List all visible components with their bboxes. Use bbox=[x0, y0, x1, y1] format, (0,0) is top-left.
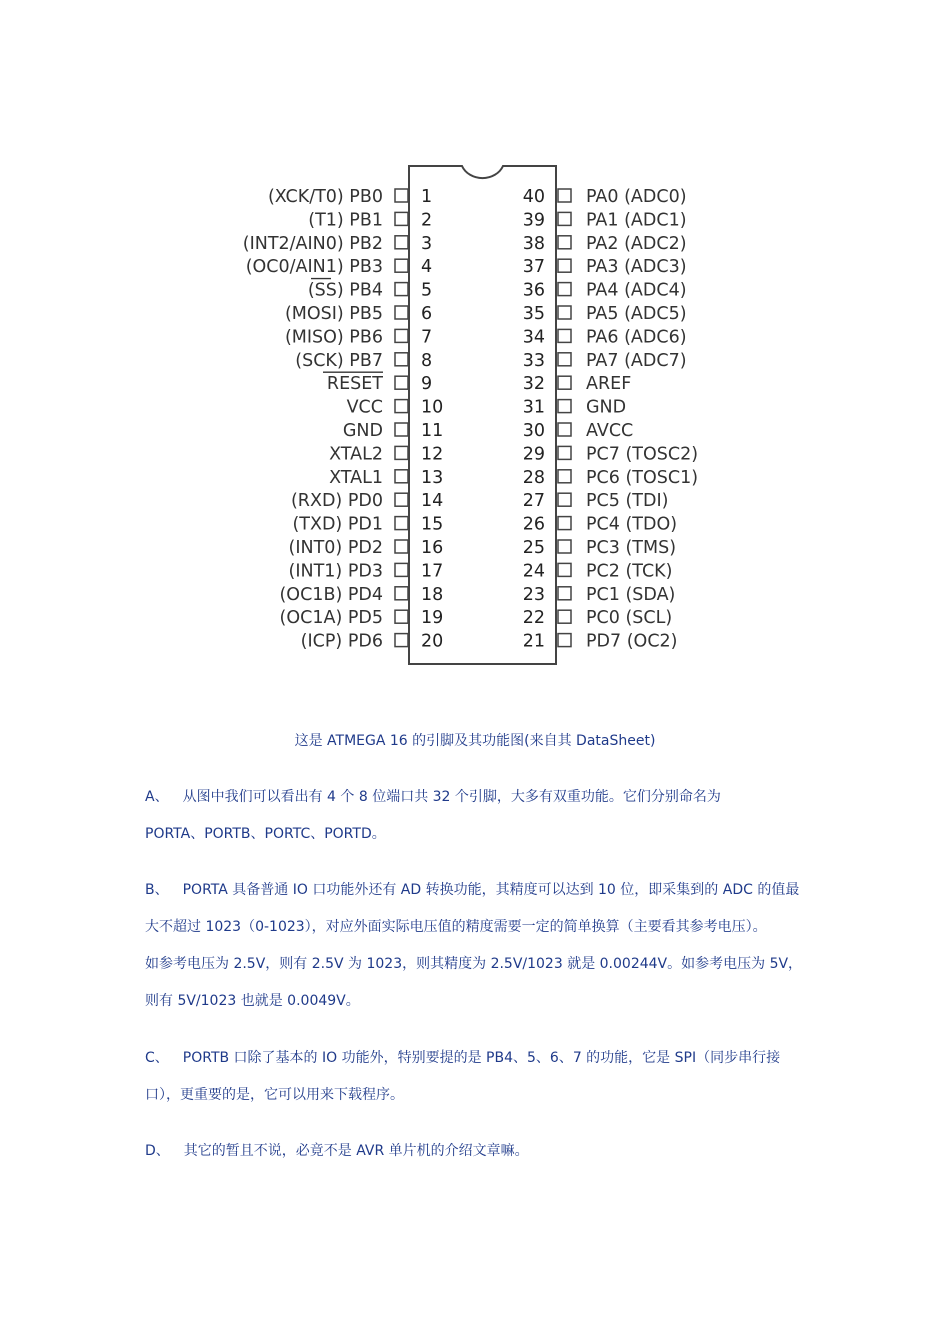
pin-number: 29 bbox=[522, 444, 545, 465]
pin-pad bbox=[558, 236, 571, 249]
pin-label: PA0 (ADC0) bbox=[586, 187, 687, 207]
pin-label: PC1 (SDA) bbox=[586, 584, 676, 605]
pin-pad bbox=[395, 446, 408, 459]
pin-label: PA5 (ADC5) bbox=[586, 304, 687, 324]
pin-label: PC0 (SCL) bbox=[586, 608, 673, 629]
pin-label: PA6 (ADC6) bbox=[586, 327, 687, 348]
pin-number: 4 bbox=[421, 257, 433, 278]
paragraph-line: 口），更重要的是，它可以用来下载程序。 bbox=[145, 1087, 404, 1103]
pin-pad bbox=[558, 587, 571, 600]
pin-label: (ICP) PD6 bbox=[300, 631, 383, 652]
paragraph-b bbox=[145, 880, 810, 1028]
pin-pad bbox=[558, 634, 571, 647]
pin-pad bbox=[558, 189, 571, 202]
pin-number: 37 bbox=[522, 257, 545, 278]
pin-pad bbox=[558, 259, 571, 272]
pin-number: 33 bbox=[522, 350, 545, 371]
pin-number: 13 bbox=[421, 467, 444, 488]
paragraph-line: 则有 5V/1023 也就是 0.0049V。 bbox=[145, 993, 360, 1009]
pin-pad bbox=[395, 189, 408, 202]
pin-pad bbox=[395, 470, 408, 483]
pin-number: 2 bbox=[421, 210, 433, 231]
paragraph-line: PORTA 具备普通 IO 口功能外还有 AD 转换功能，其精度可以达到 10 位，即采集到的 ADC 的值最 bbox=[182, 882, 800, 898]
pin-pad bbox=[395, 610, 408, 623]
pin-label: (OC0/AIN1) PB3 bbox=[245, 257, 383, 278]
pin-label: PA1 (ADC1) bbox=[586, 210, 687, 231]
pin-pad bbox=[395, 563, 408, 576]
pin-pad bbox=[558, 306, 571, 319]
pin-number: 6 bbox=[421, 304, 433, 324]
pin-pad bbox=[558, 423, 571, 436]
pin-number: 28 bbox=[522, 467, 545, 488]
pin-label: (OC1B) PD4 bbox=[279, 584, 383, 605]
pin-label: PC7 (TOSC2) bbox=[586, 444, 699, 465]
pin-label: PA4 (ADC4) bbox=[586, 280, 687, 301]
pin-pad bbox=[558, 212, 571, 225]
pin-label: PA3 (ADC3) bbox=[586, 257, 687, 278]
paragraph-line: 其它的暂且不说，必竟不是 AVR 单片机的介绍文章嘛。 bbox=[183, 1143, 529, 1159]
pin-number: 3 bbox=[421, 233, 433, 254]
pin-number: 32 bbox=[522, 374, 545, 395]
pin-label: (OC1A) PD5 bbox=[279, 608, 383, 629]
pin-label: (MOSI) PB5 bbox=[284, 304, 383, 324]
paragraph-line: PORTB 口除了基本的 IO 功能外，特别要提的是 PB4、5、6、7 的功能，它是 SPI（同步串行接 bbox=[182, 1050, 781, 1066]
pin-pad bbox=[395, 493, 408, 506]
pin-number: 23 bbox=[522, 584, 545, 605]
pin-number: 10 bbox=[421, 397, 444, 418]
pin-number: 34 bbox=[522, 327, 545, 348]
pin-label: PC3 (TMS) bbox=[586, 538, 677, 558]
paragraph-c bbox=[145, 1048, 810, 1122]
pin-number: 14 bbox=[421, 491, 444, 512]
pin-number: 39 bbox=[522, 210, 545, 231]
pin-label: VCC bbox=[346, 397, 383, 418]
paragraph-line: 大不超过 1023（0-1023），对应外面实际电压值的精度需要一定的简单换算（主要看其参考电压）。 bbox=[145, 919, 767, 935]
pin-number: 19 bbox=[421, 608, 444, 629]
pin-label: (TXD) PD1 bbox=[292, 514, 383, 535]
pin-pad bbox=[395, 634, 408, 647]
pin-pad bbox=[395, 236, 408, 249]
pin-pad bbox=[395, 540, 408, 553]
pin-number: 20 bbox=[421, 631, 444, 652]
pin-label: GND bbox=[342, 421, 383, 441]
pin-label: (SS) PB4 bbox=[307, 280, 383, 301]
pin-label: (RXD) PD0 bbox=[290, 491, 383, 512]
pin-pad bbox=[558, 540, 571, 553]
paragraph-line: PORTA、PORTB、PORTC、PORTD。 bbox=[145, 826, 386, 842]
pin-number: 25 bbox=[522, 538, 545, 558]
pin-label: AVCC bbox=[586, 421, 634, 441]
pin-pad bbox=[558, 610, 571, 623]
pin-pad bbox=[395, 306, 408, 319]
pin-label: GND bbox=[586, 397, 627, 418]
pin-label: (INT1) PD3 bbox=[288, 561, 383, 582]
pin-pad bbox=[558, 376, 571, 389]
pin-number: 22 bbox=[522, 608, 545, 629]
pin-number: 8 bbox=[421, 350, 433, 371]
paragraph-line: 如参考电压为 2.5V，则有 2.5V 为 1023，则其精度为 2.5V/1023 就是 0.00244V。如参考电压为 5V， bbox=[145, 956, 803, 972]
pin-number: 16 bbox=[421, 538, 444, 558]
pin-label: PD7 (OC2) bbox=[586, 631, 678, 652]
pin-pad bbox=[395, 423, 408, 436]
pin-number: 21 bbox=[522, 631, 545, 652]
pin-number: 5 bbox=[421, 280, 433, 301]
pin-label: PC4 (TDO) bbox=[586, 514, 678, 535]
pin-pad bbox=[395, 517, 408, 530]
pin-pad bbox=[558, 446, 571, 459]
pin-label: (T1) PB1 bbox=[308, 210, 383, 231]
paragraph-marker: A、 bbox=[145, 789, 169, 805]
pin-number: 38 bbox=[522, 233, 545, 254]
pin-number: 26 bbox=[522, 514, 545, 535]
pin-pad bbox=[558, 353, 571, 366]
pin-pad bbox=[395, 376, 408, 389]
pin-label: PC2 (TCK) bbox=[586, 561, 673, 582]
pin-pad bbox=[395, 400, 408, 413]
pin-number: 30 bbox=[522, 421, 545, 441]
paragraph-marker: C、 bbox=[145, 1050, 169, 1066]
pin-pad bbox=[395, 353, 408, 366]
pin-pad bbox=[395, 329, 408, 342]
pin-label: PA2 (ADC2) bbox=[586, 233, 687, 254]
pin-pad bbox=[558, 470, 571, 483]
pin-pad bbox=[558, 493, 571, 506]
pin-pad bbox=[558, 517, 571, 530]
pin-number: 11 bbox=[421, 421, 444, 441]
pin-number: 18 bbox=[421, 584, 444, 605]
pin-number: 1 bbox=[421, 187, 433, 207]
paragraph-marker: D、 bbox=[145, 1143, 170, 1159]
pin-number: 7 bbox=[421, 327, 433, 348]
pin-label: (XCK/T0) PB0 bbox=[267, 187, 383, 207]
paragraph-d bbox=[145, 1141, 810, 1178]
pin-pad bbox=[395, 283, 408, 296]
pin-pad bbox=[558, 283, 571, 296]
pin-number: 24 bbox=[522, 561, 545, 582]
pin-pad bbox=[395, 212, 408, 225]
paragraph-marker: B、 bbox=[145, 882, 169, 898]
pin-number: 40 bbox=[522, 187, 545, 207]
pin-label: XTAL2 bbox=[329, 444, 383, 465]
pin-number: 27 bbox=[522, 491, 545, 512]
pin-label: PA7 (ADC7) bbox=[586, 350, 687, 371]
pin-pad bbox=[395, 587, 408, 600]
pin-label: (INT0) PD2 bbox=[288, 538, 383, 558]
pin-label: XTAL1 bbox=[329, 467, 383, 488]
pin-label: (SCK) PB7 bbox=[295, 350, 383, 371]
pin-number: 9 bbox=[421, 374, 433, 395]
pin-label: PC5 (TDI) bbox=[586, 491, 669, 512]
pin-label: RESET bbox=[326, 374, 383, 395]
pin-number: 31 bbox=[522, 397, 545, 418]
pin-label: AREF bbox=[586, 374, 632, 395]
pin-label: PC6 (TOSC1) bbox=[586, 467, 699, 488]
pin-number: 15 bbox=[421, 514, 444, 535]
paragraph-line: 从图中我们可以看出有 4 个 8 位端口共 32 个引脚，大多有双重功能。它们分别命名为 bbox=[182, 789, 721, 805]
figure-caption: 这是 ATMEGA 16 的引脚及其功能图(来自其 DataSheet) bbox=[294, 733, 656, 749]
pin-pad bbox=[558, 400, 571, 413]
pin-pad bbox=[558, 563, 571, 576]
pin-number: 36 bbox=[522, 280, 545, 301]
pin-pad bbox=[558, 329, 571, 342]
pin-number: 12 bbox=[421, 444, 444, 465]
pin-number: 35 bbox=[522, 304, 545, 324]
pin-pad bbox=[395, 259, 408, 272]
pin-label: (MISO) PB6 bbox=[284, 327, 383, 348]
pin-label: (INT2/AIN0) PB2 bbox=[242, 233, 383, 254]
paragraph-a bbox=[145, 787, 810, 861]
pin-number: 17 bbox=[421, 561, 444, 582]
